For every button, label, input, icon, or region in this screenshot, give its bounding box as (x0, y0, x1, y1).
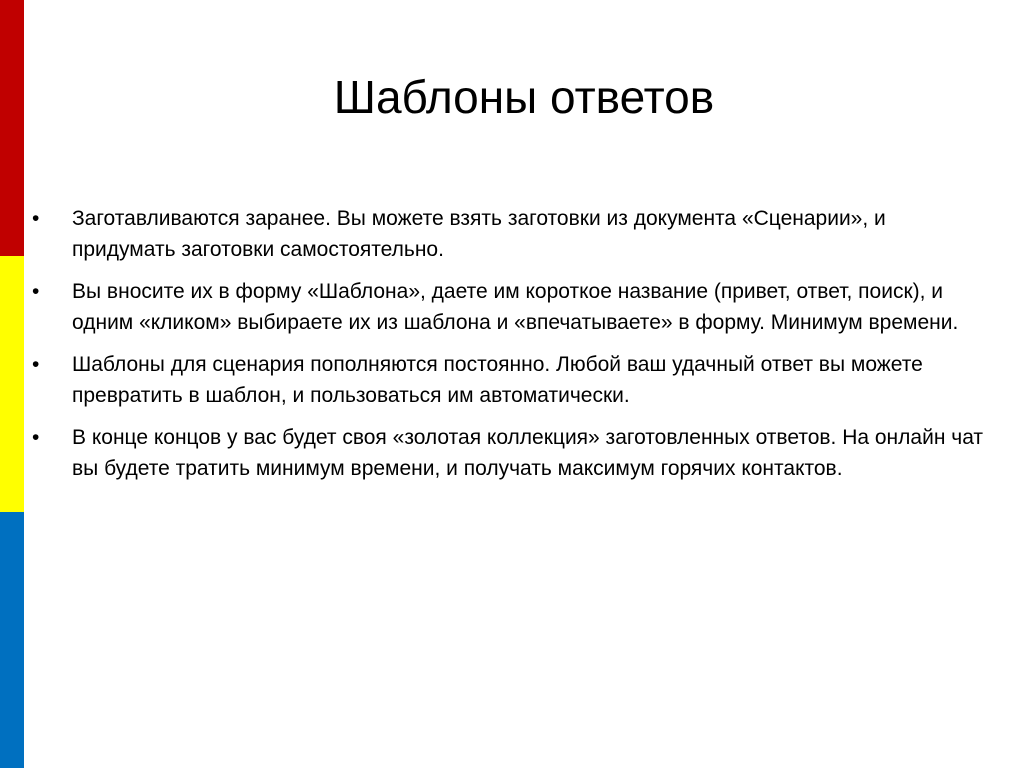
bullet-item (32, 349, 992, 411)
bullet-text: Шаблоны для сценария пополняются постоянно. Любой ваш удачный ответ вы можете превратить в шаблон, и пользоваться им автоматически. (72, 353, 923, 407)
bullet-dot-icon: • (32, 353, 40, 376)
bullet-dot-icon: • (32, 207, 40, 230)
bullet-text: В конце концов у вас будет своя «золотая коллекция» заготовленных ответов. На онлайн чат вы будете тратить минимум времени, и получать максимум горячих контактов. (72, 426, 984, 480)
slide (24, 0, 1024, 768)
bullet-dot-icon: • (32, 280, 40, 303)
stripe-yellow (0, 256, 24, 512)
bullet-text: Вы вносите их в форму «Шаблона», даете им короткое название (привет, ответ, поиск), и одним «кликом» выбираете их из шаблона и «впечатываете» в форму. Минимум времени. (72, 280, 959, 334)
bullet-item (32, 422, 992, 484)
bullet-item (32, 276, 992, 338)
side-color-stripe (0, 0, 24, 768)
stripe-blue (0, 512, 24, 768)
bullet-dot-icon: • (32, 426, 40, 449)
bullet-item (32, 203, 992, 265)
stripe-red (0, 0, 24, 256)
slide-title: Шаблоны ответов (333, 71, 715, 123)
bullet-text: Заготавливаются заранее. Вы можете взять заготовки из документа «Сценарии», и придумать заготовки самостоятельно. (72, 207, 886, 261)
bullet-list (32, 203, 992, 495)
